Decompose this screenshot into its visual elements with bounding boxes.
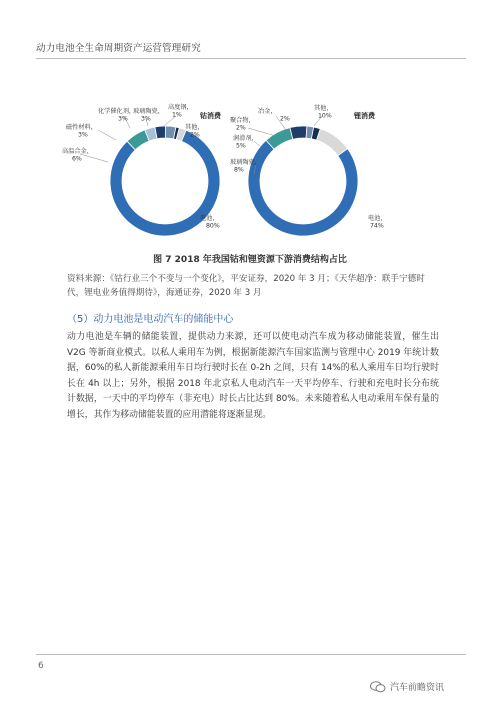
chart-title: 锂消费 — [354, 112, 375, 120]
leader-line — [80, 154, 108, 162]
cobalt-consumption-donut-chart — [60, 96, 250, 246]
slice-3 — [155, 126, 166, 139]
slice-label: 化学催化剂， — [98, 108, 136, 115]
slice-percent: 10% — [318, 112, 332, 120]
section-heading: （5）动力电池是电动汽车的储能中心 — [67, 314, 234, 325]
slice-label: 润滑剂， — [233, 135, 258, 142]
slice-percent: 8% — [234, 166, 244, 174]
footer-divider — [36, 654, 466, 655]
chart-title: 钴消费 — [200, 112, 221, 120]
lithium-consumption-donut-chart — [230, 96, 430, 246]
watermark-text: 汽车前瞻资讯 — [390, 683, 445, 693]
slice-percent: 1% — [172, 111, 182, 119]
slice-percent: 5% — [236, 142, 246, 150]
slice-label: 其他， — [314, 105, 333, 112]
leader-line — [98, 130, 116, 140]
slice-label: 电池， — [200, 215, 219, 222]
watermark — [370, 680, 444, 693]
slice-percent: 3% — [141, 115, 151, 123]
body-paragraph: 动力电池是车辆的储能装置，提供动力来源，还可以使电动汽车成为移动储能装置，催生出 V2G 等新商业模式。以私人乘用车为例，根据新能源汽车国家监测与管理中心 2019 年统计数据，60%的私人新能源乘用车日均行驶时长在 0-2h 之间，只有 14%的私人乘用车日均行驶时长在 4h 以上；另外，根据 2018 年北京私人电动汽车一天平均停车、行驶和充电时长分布统计数据，一天中的平均停车（非充电）时长占比达到 80%。未来随着私人电动乘用车保有量的增长，其作为移动储能装置的应用潜能将逐渐显现。 — [67, 332, 439, 420]
leader-line — [254, 141, 262, 148]
page-number: 6 — [38, 661, 44, 671]
slice-percent: 3% — [118, 115, 128, 123]
slice-5 — [317, 129, 348, 156]
slice-label: 磁性材料， — [66, 124, 97, 131]
source-note: 资料来源：《钴行业三个不变与一个变化》，平安证券，2020 年 3 月；《天华超净：联手宁德时代，锂电业务值得期待》，海通证券，2020 年 3 月 — [67, 274, 425, 298]
slice-label: 聚合物， — [230, 117, 255, 124]
slice-label: 高温合金， — [62, 148, 93, 155]
slice-percent: 74% — [370, 222, 384, 230]
slice-0 — [248, 140, 358, 236]
slice-percent: 3% — [78, 131, 88, 139]
slice-percent: 2% — [280, 115, 290, 123]
slice-label: 玻璃陶瓷， — [230, 159, 261, 166]
slice-label: 其他， — [185, 124, 204, 131]
running-header: 动力电池全生命周期资产运营管理研究 — [36, 43, 201, 54]
slice-label: 冶金， — [258, 108, 277, 115]
figure-caption: 图 7 2018 年我国钴和锂资源下游消费结构占比 — [153, 255, 347, 265]
slice-percent: 2% — [236, 124, 246, 132]
slice-percent: 6% — [72, 155, 82, 163]
slice-2 — [290, 126, 307, 139]
slice-label: 玻璃陶瓷， — [133, 108, 164, 115]
slice-percent: 80% — [206, 222, 220, 230]
header-divider — [36, 58, 466, 59]
slice-label: 电池， — [368, 215, 387, 222]
slice-label: 高度钢， — [168, 104, 193, 111]
wechat-icon — [370, 681, 386, 693]
slice-percent: 2% — [190, 131, 200, 139]
